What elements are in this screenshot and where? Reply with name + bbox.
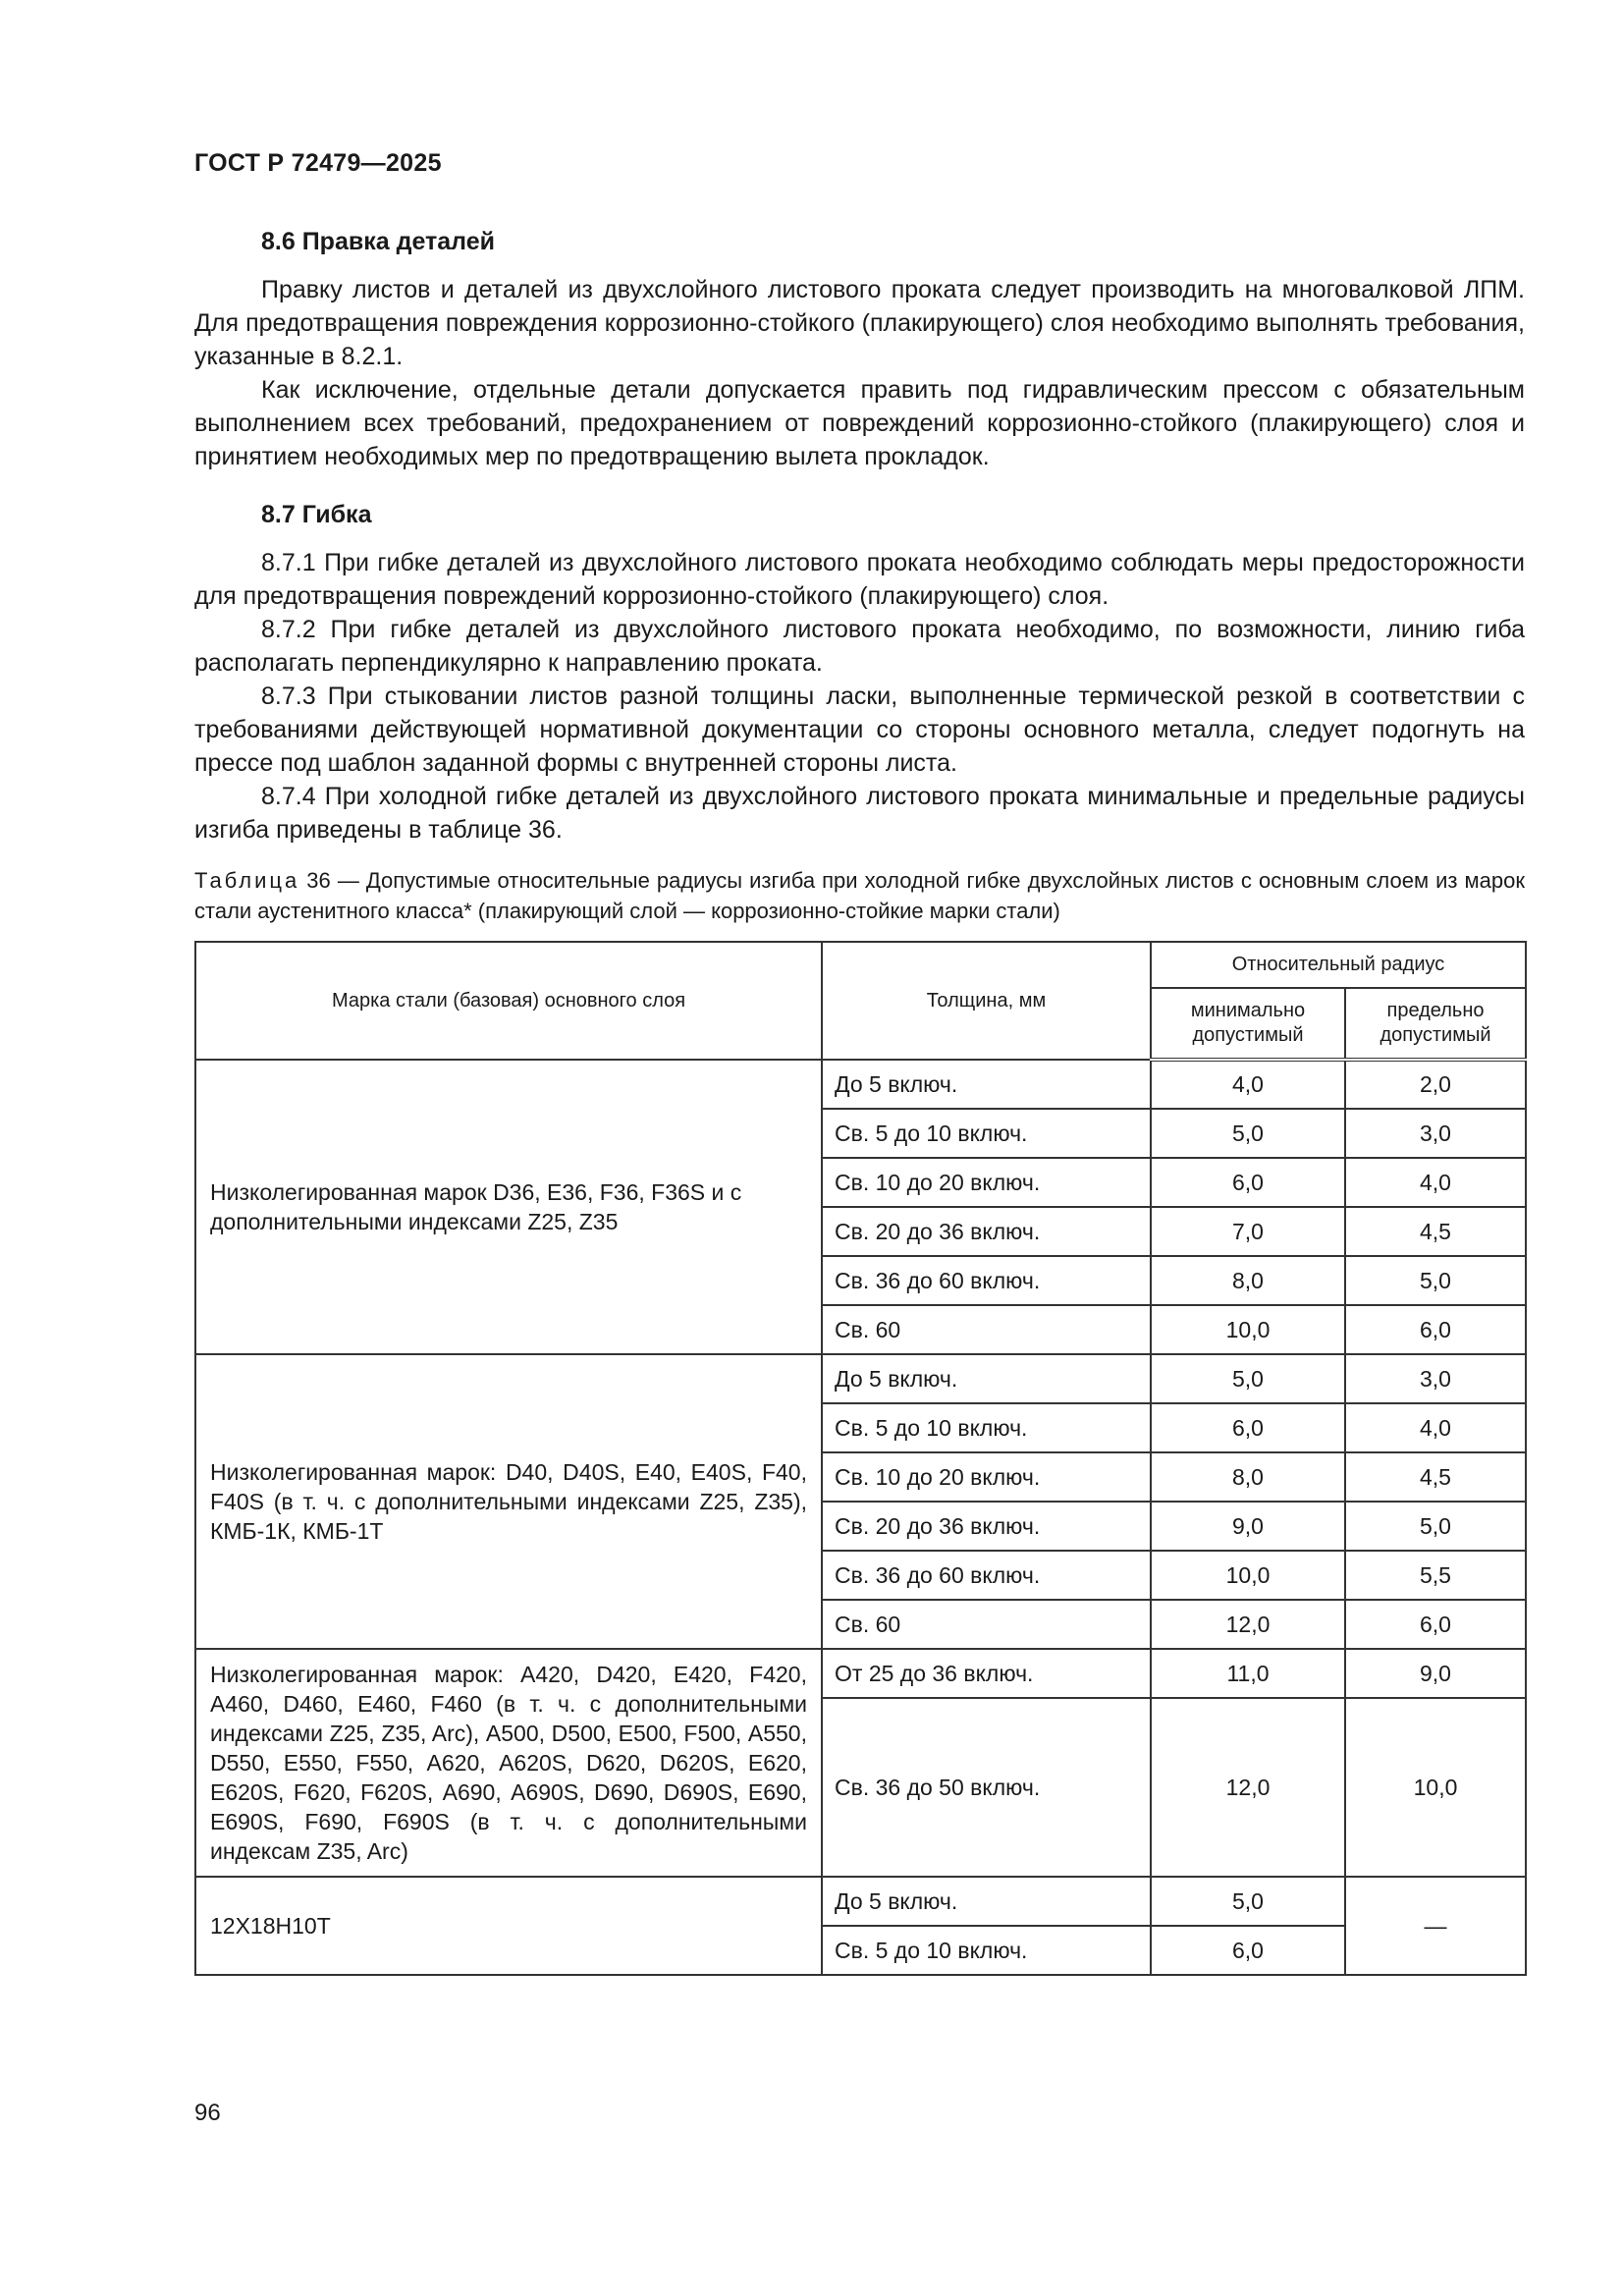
steel-grade-cell: 12Х18Н10Т: [195, 1877, 822, 1975]
thickness-cell: Св. 60: [822, 1305, 1151, 1354]
min-radius-cell: 4,0: [1151, 1060, 1345, 1109]
min-radius-cell: 7,0: [1151, 1207, 1345, 1256]
steel-grade-cell: Низколегированная марок: D40, D40S, E40, E40S, F40, F40S (в т. ч. с дополнительными индексами Z25, Z35), КМБ-1К, КМБ-1Т: [195, 1354, 822, 1649]
thickness-cell: До 5 включ.: [822, 1354, 1151, 1403]
min-radius-cell: 6,0: [1151, 1158, 1345, 1207]
max-radius-cell: 9,0: [1345, 1649, 1526, 1698]
min-radius-cell: 8,0: [1151, 1256, 1345, 1305]
section-8-7-title: 8.7 Гибка: [261, 501, 372, 528]
header-steel-grade: Марка стали (базовая) основного слоя: [195, 942, 822, 1060]
thickness-cell: Св. 20 до 36 включ.: [822, 1502, 1151, 1551]
section-8-6-title: 8.6 Правка деталей: [261, 228, 495, 255]
min-radius-cell: 6,0: [1151, 1403, 1345, 1452]
header-thickness: Толщина, мм: [822, 942, 1151, 1060]
table-caption-text: 36 — Допустимые относительные радиусы изгиба при холодной гибке двухслойных листов с основным слоем из марок стали аустенитного класса* (плакирующий слой — коррозионно-стойкие марки стали): [194, 868, 1525, 923]
min-radius-cell: 9,0: [1151, 1502, 1345, 1551]
min-radius-cell: 5,0: [1151, 1877, 1345, 1926]
thickness-cell: Св. 10 до 20 включ.: [822, 1452, 1151, 1502]
min-radius-cell: 10,0: [1151, 1551, 1345, 1600]
table-caption-label: Таблица: [194, 868, 300, 893]
thickness-cell: До 5 включ.: [822, 1877, 1151, 1926]
max-radius-cell: 5,0: [1345, 1502, 1526, 1551]
max-radius-cell: 3,0: [1345, 1109, 1526, 1158]
thickness-cell: Св. 5 до 10 включ.: [822, 1926, 1151, 1975]
min-radius-cell: 11,0: [1151, 1649, 1345, 1698]
max-radius-cell: 4,5: [1345, 1207, 1526, 1256]
table-caption: [194, 865, 1525, 926]
header-min-allowed: минимально допустимый: [1151, 988, 1345, 1060]
max-radius-cell: 2,0: [1345, 1060, 1526, 1109]
document-code: ГОСТ Р 72479—2025: [194, 149, 442, 177]
min-radius-cell: 6,0: [1151, 1926, 1345, 1975]
thickness-cell: Св. 5 до 10 включ.: [822, 1109, 1151, 1158]
section-8-7-3-paragraph: 8.7.3 При стыковании листов разной толщины ласки, выполненные термической резкой в соответствии с требованиями действующей нормативной документации со стороны основного металла, следует подогнуть на прессе под шаблон заданной формы с внутренней стороны листа.: [194, 683, 1525, 777]
min-radius-cell: 8,0: [1151, 1452, 1345, 1502]
steel-grade-cell: Низколегированная марок: А420, D420, E420, F420, А460, D460, E460, F460 (в т. ч. с дополнительными индексами Z25, Z35, Arc), А500, D500, E500, F500, А550, D550, E550, F550, А620, А620S, D620, D620S, E620, E620S, F620, F620S, А690, А690S, D690, D690S, E690, E690S, F690, F690S (в т. ч. с дополнительными индексам Z35, Arc): [195, 1649, 822, 1877]
max-radius-cell: —: [1345, 1877, 1526, 1975]
min-radius-cell: 12,0: [1151, 1698, 1345, 1877]
thickness-cell: Св. 10 до 20 включ.: [822, 1158, 1151, 1207]
table-row: [195, 1354, 1526, 1403]
section-8-7-1-paragraph: 8.7.1 При гибке деталей из двухслойного листового проката необходимо соблюдать меры предосторожности для предотвращения повреждений коррозионно-стойкого (плакирующего) слоя.: [194, 549, 1525, 610]
bend-radius-table: [194, 941, 1527, 1976]
max-radius-cell: 6,0: [1345, 1600, 1526, 1649]
max-radius-cell: 4,5: [1345, 1452, 1526, 1502]
min-radius-cell: 12,0: [1151, 1600, 1345, 1649]
table-row: [195, 1060, 1526, 1109]
table-row: [195, 1649, 1526, 1698]
thickness-cell: До 5 включ.: [822, 1060, 1151, 1109]
thickness-cell: Св. 20 до 36 включ.: [822, 1207, 1151, 1256]
max-radius-cell: 10,0: [1345, 1698, 1526, 1877]
page-number: 96: [194, 2100, 221, 2126]
min-radius-cell: 5,0: [1151, 1109, 1345, 1158]
max-radius-cell: 5,0: [1345, 1256, 1526, 1305]
max-radius-cell: 5,5: [1345, 1551, 1526, 1600]
min-radius-cell: 10,0: [1151, 1305, 1345, 1354]
table-row: [195, 1877, 1526, 1926]
header-max-allowed: предельно допустимый: [1345, 988, 1526, 1060]
header-relative-radius: Относительный радиус: [1151, 942, 1526, 988]
thickness-cell: От 25 до 36 включ.: [822, 1649, 1151, 1698]
thickness-cell: Св. 60: [822, 1600, 1151, 1649]
max-radius-cell: 4,0: [1345, 1403, 1526, 1452]
min-radius-cell: 5,0: [1151, 1354, 1345, 1403]
section-8-6-paragraph-1: Правку листов и деталей из двухслойного листового проката следует производить на многовалковой ЛПМ. Для предотвращения повреждения коррозионно-стойкого (плакирующего) слоя необходимо выполнять требования, указанные в 8.2.1.: [194, 276, 1525, 370]
max-radius-cell: 6,0: [1345, 1305, 1526, 1354]
section-8-6-paragraph-2: Как исключение, отдельные детали допускается править под гидравлическим прессом с обязательным выполнением всех требований, предохранением от повреждений коррозионно-стойкого (плакирующего) слоя и принятием необходимых мер по предотвращению вылета прокладок.: [194, 376, 1525, 470]
thickness-cell: Св. 5 до 10 включ.: [822, 1403, 1151, 1452]
table-header-row: [195, 942, 1526, 988]
thickness-cell: Св. 36 до 50 включ.: [822, 1698, 1151, 1877]
max-radius-cell: 3,0: [1345, 1354, 1526, 1403]
thickness-cell: Св. 36 до 60 включ.: [822, 1256, 1151, 1305]
section-8-7-2-paragraph: 8.7.2 При гибке деталей из двухслойного листового проката необходимо, по возможности, линию гиба располагать перпендикулярно к направлению проката.: [194, 616, 1525, 677]
steel-grade-cell: Низколегированная марок D36, E36, F36, F36S и с дополнительными индексами Z25, Z35: [195, 1060, 822, 1354]
section-8-7-4-paragraph: 8.7.4 При холодной гибке деталей из двухслойного листового проката минимальные и предельные радиусы изгиба приведены в таблице 36.: [194, 783, 1525, 844]
thickness-cell: Св. 36 до 60 включ.: [822, 1551, 1151, 1600]
max-radius-cell: 4,0: [1345, 1158, 1526, 1207]
